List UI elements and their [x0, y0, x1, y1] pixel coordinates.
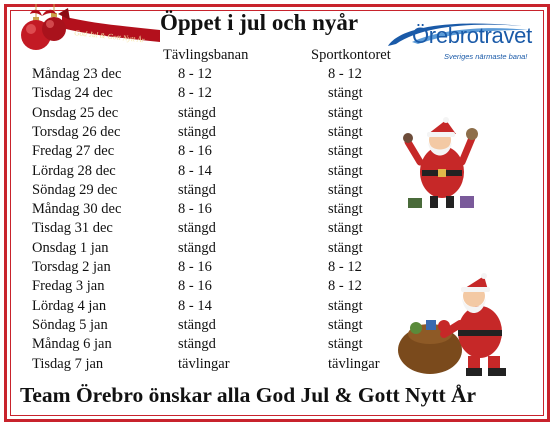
table-row	[32, 162, 392, 181]
table-row	[32, 219, 392, 238]
table-row	[32, 104, 392, 123]
footer-greeting: Team Örebro önskar alla God Jul & Gott Nytt År	[20, 383, 477, 407]
track-hours-cell: 8 - 14	[178, 162, 212, 179]
orebrotravet-logo	[382, 16, 532, 64]
day-cell: Tisdag 24 dec	[32, 85, 113, 102]
day-cell: Måndag 23 dec	[32, 66, 122, 82]
track-hours-cell: 8 - 12	[178, 85, 212, 102]
table-row	[32, 297, 392, 316]
track-hours-cell: stängd	[178, 123, 216, 140]
table-row	[32, 181, 392, 200]
track-hours-cell: stängd	[178, 336, 216, 353]
day-cell: Måndag 6 jan	[32, 336, 112, 353]
office-hours-cell: 8 - 12	[328, 278, 362, 295]
logo-tagline: Sveriges närmaste bana!	[444, 52, 528, 61]
track-hours-cell: 8 - 16	[178, 259, 212, 275]
table-row	[32, 355, 392, 374]
office-hours-cell: 8 - 12	[328, 66, 362, 82]
track-hours-cell: stängd	[178, 239, 216, 256]
track-hours-cell: 8 - 12	[178, 66, 212, 82]
track-hours-cell: stängd	[178, 181, 216, 198]
table-row	[32, 277, 392, 296]
day-cell: Tisdag 7 jan	[32, 355, 104, 372]
table-row	[32, 239, 392, 258]
table-row	[32, 258, 392, 277]
table-row	[32, 200, 392, 219]
office-hours-cell: stängt	[328, 104, 363, 121]
office-hours-cell: stängt	[328, 201, 363, 218]
day-cell: Söndag 5 jan	[32, 316, 108, 333]
day-cell: Måndag 30 dec	[32, 201, 122, 218]
office-hours-cell: stängt	[328, 239, 363, 256]
day-cell: Fredag 3 jan	[32, 278, 105, 295]
table-row	[32, 123, 392, 142]
bauble-right	[42, 17, 66, 41]
table-row	[32, 84, 392, 103]
day-cell: Tisdag 31 dec	[32, 220, 113, 237]
track-hours-cell: 8 - 16	[178, 143, 212, 160]
logo-name: Örebrotravet	[412, 23, 532, 48]
office-hours-cell: 8 - 12	[328, 259, 362, 275]
track-hours-cell: tävlingar	[178, 355, 230, 372]
office-hours-cell: stängt	[328, 316, 363, 333]
santa-claus-illustration	[402, 112, 480, 212]
office-hours-cell: stängt	[328, 85, 363, 102]
office-hours-cell: stängt	[328, 123, 363, 140]
office-hours-cell: stängt	[328, 220, 363, 237]
track-hours-cell: stängd	[178, 316, 216, 333]
christmas-ornament-banner	[14, 2, 164, 54]
day-cell: Lördag 28 dec	[32, 162, 116, 179]
day-cell: Lördag 4 jan	[32, 297, 107, 314]
header-office: Sportkontoret	[311, 47, 391, 63]
track-hours-cell: stängd	[178, 220, 216, 237]
office-hours-cell: stängt	[328, 181, 363, 198]
ornament-ribbon-text: God Jul & Gott Nytt År	[73, 28, 145, 45]
track-hours-cell: 8 - 16	[178, 278, 212, 295]
day-cell: Fredag 27 dec	[32, 143, 115, 160]
table-row	[32, 316, 392, 335]
santa-with-sack-illustration	[392, 268, 520, 380]
day-cell: Söndag 29 dec	[32, 181, 118, 198]
office-hours-cell: stängt	[328, 143, 363, 160]
office-hours-cell: tävlingar	[328, 355, 380, 372]
office-hours-cell: stängt	[328, 162, 363, 179]
track-hours-cell: 8 - 14	[178, 297, 212, 314]
page-title: Öppet i jul och nyår	[160, 10, 359, 35]
track-hours-cell: stängd	[178, 104, 216, 121]
day-cell: Onsdag 25 dec	[32, 104, 119, 121]
table-row	[32, 142, 392, 161]
office-hours-cell: stängt	[328, 336, 363, 353]
day-cell: Torsdag 26 dec	[32, 123, 121, 140]
track-hours-cell: 8 - 16	[178, 201, 212, 218]
day-cell: Torsdag 2 jan	[32, 259, 111, 275]
day-cell: Onsdag 1 jan	[32, 239, 109, 256]
table-row	[32, 65, 392, 84]
table-row	[32, 335, 392, 354]
header-track: Tävlingsbanan	[163, 47, 249, 63]
office-hours-cell: stängt	[328, 297, 363, 314]
